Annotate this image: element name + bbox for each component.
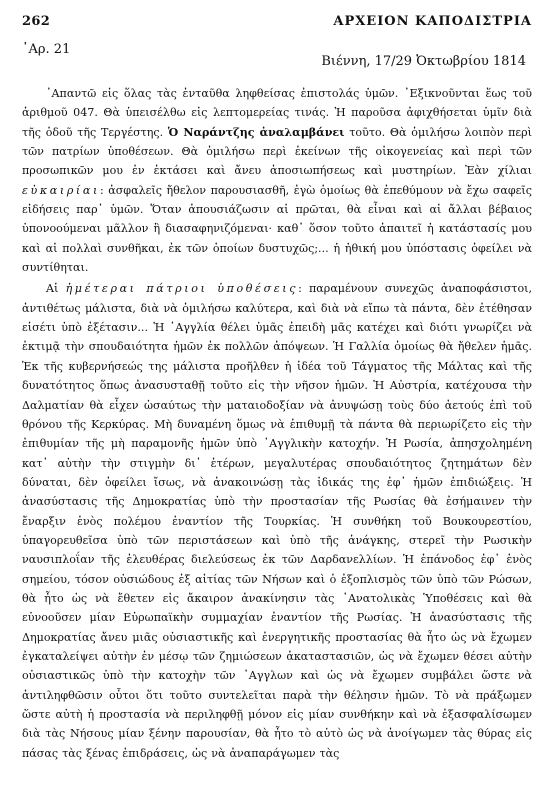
letter-dateline: Βιέννη, 17/29 Ὀκτωβρίου 1814 xyxy=(321,54,526,69)
letter-heading xyxy=(22,42,532,84)
page-number: 262 xyxy=(22,14,51,29)
paragraph-text: : παραμένουν συνεχῶς ἀναποφάσιστοι, ἀντιθέτως μάλιστα, διὰ νὰ ὁμιλήσω καλύτερα, καὶ διὰ νὰ εἴπω τὰ πάντα, δὲν ἐτέθησαν εἰσέτι ὑπὸ ἐξέτασιν... Ἡ ᾿Αγγλία θέλει ὑμᾶς ἐπειδὴ μᾶς κατέχει καὶ διότι γνωρίζει νὰ ἐκτιμᾷ τὴν σπουδαιότητα ἡμῶν ἐκ πολλῶν ἀπόψεων. Ἡ Γαλλία ὁμοίως θὰ ἤθελεν ἡμᾶς. Ἐκ τῆς κυβερνήσεώς της μάλιστα προῆλθεν ἡ ἰδέα τοῦ Τάγματος τῆς Μάλτας καὶ τῆς δυνατότητος ὅπως ἀνασυσταθῇ τοῦτο εἰς τὴν νῆσον ἡμῶν. Ἡ Αὐστρία, κατέχουσα τὴν Δαλματίαν θὰ εἶχεν ὡσαύτως τὴν ματαιοδοξίαν νὰ ἀνυψώσῃ τοὺς δύο ἀετούς ἐπὶ τοῦ θρόνου τῆς Κερκύρας. Μὴ δυναμένη ὅμως νὰ ἐπιθυμῇ τὰ πάντα θὰ περιωρίζετο εἰς τὴν ἐπιθυμίαν τῆς μὴ παραμονῆς ἡμῶν ὑπὸ ᾿Αγγλικὴν κατοχήν. Ἡ Ρωσία, ἀπησχολημένη κατ᾿ αὐτὴν τὴν στιγμὴν δι᾿ ἑτέρων, μεγαλυτέρας σπουδαιότητος ζητημάτων δὲν δύναται, δὲν ὀφείλει ἴσως, νὰ ἀνακοινώσῃ τὰς ἰδικάς της ἐφ᾿ ἡμῶν ἐπιδιώξεις. Ἡ ἀνασύστασις τῆς Δημοκρατίας ὑπὸ τὴν προστασίαν τῆς Ρωσίας θὰ ἐσήμαινεν τὴν ἔναρξιν ἑνὸς πολέμου ἐναντίον τῆς Τουρκίας. Ἡ συνθήκη τοῦ Βουκουρεστίου, ὑπαγορευθεῖσα ὑπὸ τῶν περιστάσεων καὶ ὑπὸ τῆς ἀνάγκης, στερεῖ τὴν Ρωσικὴν ναυσιπλοΐαν τῆς ἐλευθέρας διελεύσεως ἐκ τῶν Δαρδανελλίων. Ἡ ἐπάνοδος ἐφ᾿ ἑνὸς σημείου, τόσον οὐσιώδους ἐξ αἰτίας τῶν Νήσων καὶ ὁ ἐξοπλισμὸς τῶν ὑπὸ τῶν Ρώσων, θὰ ἦτο ὡς νὰ ἔθετεν εἰς ἄκαιρον ἀνακίνησιν τὰς ᾿Ανατολικὰς Ὑποθέσεις καὶ θὰ εὐνοοῦσεν μίαν Εὐρωπαϊκὴν συμμαχίαν ἐναντίον τῆς Ρωσίας. Ἡ ἀνασύστασις τῆς Δημοκρατίας ἄνευ μιᾶς οὐσιαστικῆς καὶ ἐνεργητικῆς προστασίας θὰ ἦτο ὡς νὰ ἔχωμεν ἐγκαταλείψει αὐτὴν ἐν μέσῳ τῶν ζημιώσεων ἀκαταστασιῶν, ὡς νὰ ἔχωμεν θέσει αὐτὴν οὐσιαστικῶς ὑπὸ τὴν κατοχὴν τῶν ᾿Αγγλων καὶ ὡς νὰ ἔχωμεν συμβάλει ὥστε νὰ ἀντιληφθῶσιν οὗτοι ὅτι τοῦτο συντελεῖται παρὰ τὴν θέλησιν ἡμῶν. Τὸ νὰ πράξωμεν ὥστε αὐτὴ ἡ προστασία νὰ περιληφθῇ μόνον εἰς μίαν συνθήκην καὶ νὰ ἐξασφαλίσωμεν διὰ τὰς Νήσους μίαν ξένην παρουσίαν, θὰ ἦτο τὸ αὐτὸ ὡς νὰ ἀνοίγωμεν τὰς θύρας εἰς πάσας τὰς ξένας ἐπιδράσεις, ὡς νὰ ἀναπαράγωμεν τὰς xyxy=(22,282,533,760)
bold-phrase: Ὁ Ναράντζης ἀναλαμβάνει xyxy=(167,125,345,139)
spaced-phrase: εὐκαιρίαι xyxy=(22,183,100,197)
body-paragraph-1 xyxy=(22,84,532,277)
body-paragraph-2 xyxy=(22,279,532,763)
paragraph-text: ᾿Απαντῶ εἰς ὅλας τὰς ἐνταῦθα ληφθείσας ἐπιστολάς ὑμῶν. ᾿Εξικνοῦνται ἕως τοῦ ἀριθμοῦ 047. Θὰ ὑπεισέλθω εἰς λεπτομερείας τινάς. Ἡ παροῦσα ἀφιχθήσεται ὑμῖν διὰ τῆς ὁδοῦ τῆς Τεργέστης. xyxy=(22,87,532,139)
page-header xyxy=(22,10,532,32)
letter-number: ᾿Αρ. 21 xyxy=(22,42,71,57)
spaced-heading-phrase: ἡμέτεραι πάτριοι ὑποθέσεις xyxy=(65,282,299,296)
paragraph-text: τοῦτο. Θὰ ὁμιλήσω λοιπὸν περὶ τῶν πατρίων ὑποθέσεων. Θὰ ὁμιλήσω περὶ ἐκείνων τῆς οἰκογενείας καὶ περὶ τῶν προσωπικῶν μου ἐν ἐκτάσει καὶ ἄνευ ἀποσιωπήσεως καὶ μυστηρίων. Ἐὰν χίλιαι xyxy=(22,125,532,178)
running-title: ΑΡΧΕΙΟΝ ΚΑΠΟΔΙΣΤΡΙΑ xyxy=(333,14,532,29)
paragraph-text: Αἱ xyxy=(46,282,66,296)
document-page xyxy=(22,10,532,763)
paragraph-text: : ἀσφαλεῖς ἤθελον παρουσιασθῆ, ἐγὼ ὁμοίως θὰ ἐπεθύμουν νὰ ἔχω σαφεῖς εἰδήσεις παρ᾿ ὑμῶν. Ὅταν ἀπουσιάζωσιν αἱ πρῶται, θὰ εἶναι καὶ αἱ ἄλλαι βέβαιος ὑπονοούμεναι μᾶλλον ἢ διασαφηνιζόμεναι· καθ᾿ ὅσον τοῦτο ἀπαιτεῖ ἡ κατάστασίς μου καὶ αἱ πολλαὶ συνθῆκαι, ἐκ τῶν ὁποίων δυστυχῶς;... ἡ ἠθική μου ὑπόστασις ὀφείλει νὰ συντίθηται. xyxy=(22,183,532,275)
